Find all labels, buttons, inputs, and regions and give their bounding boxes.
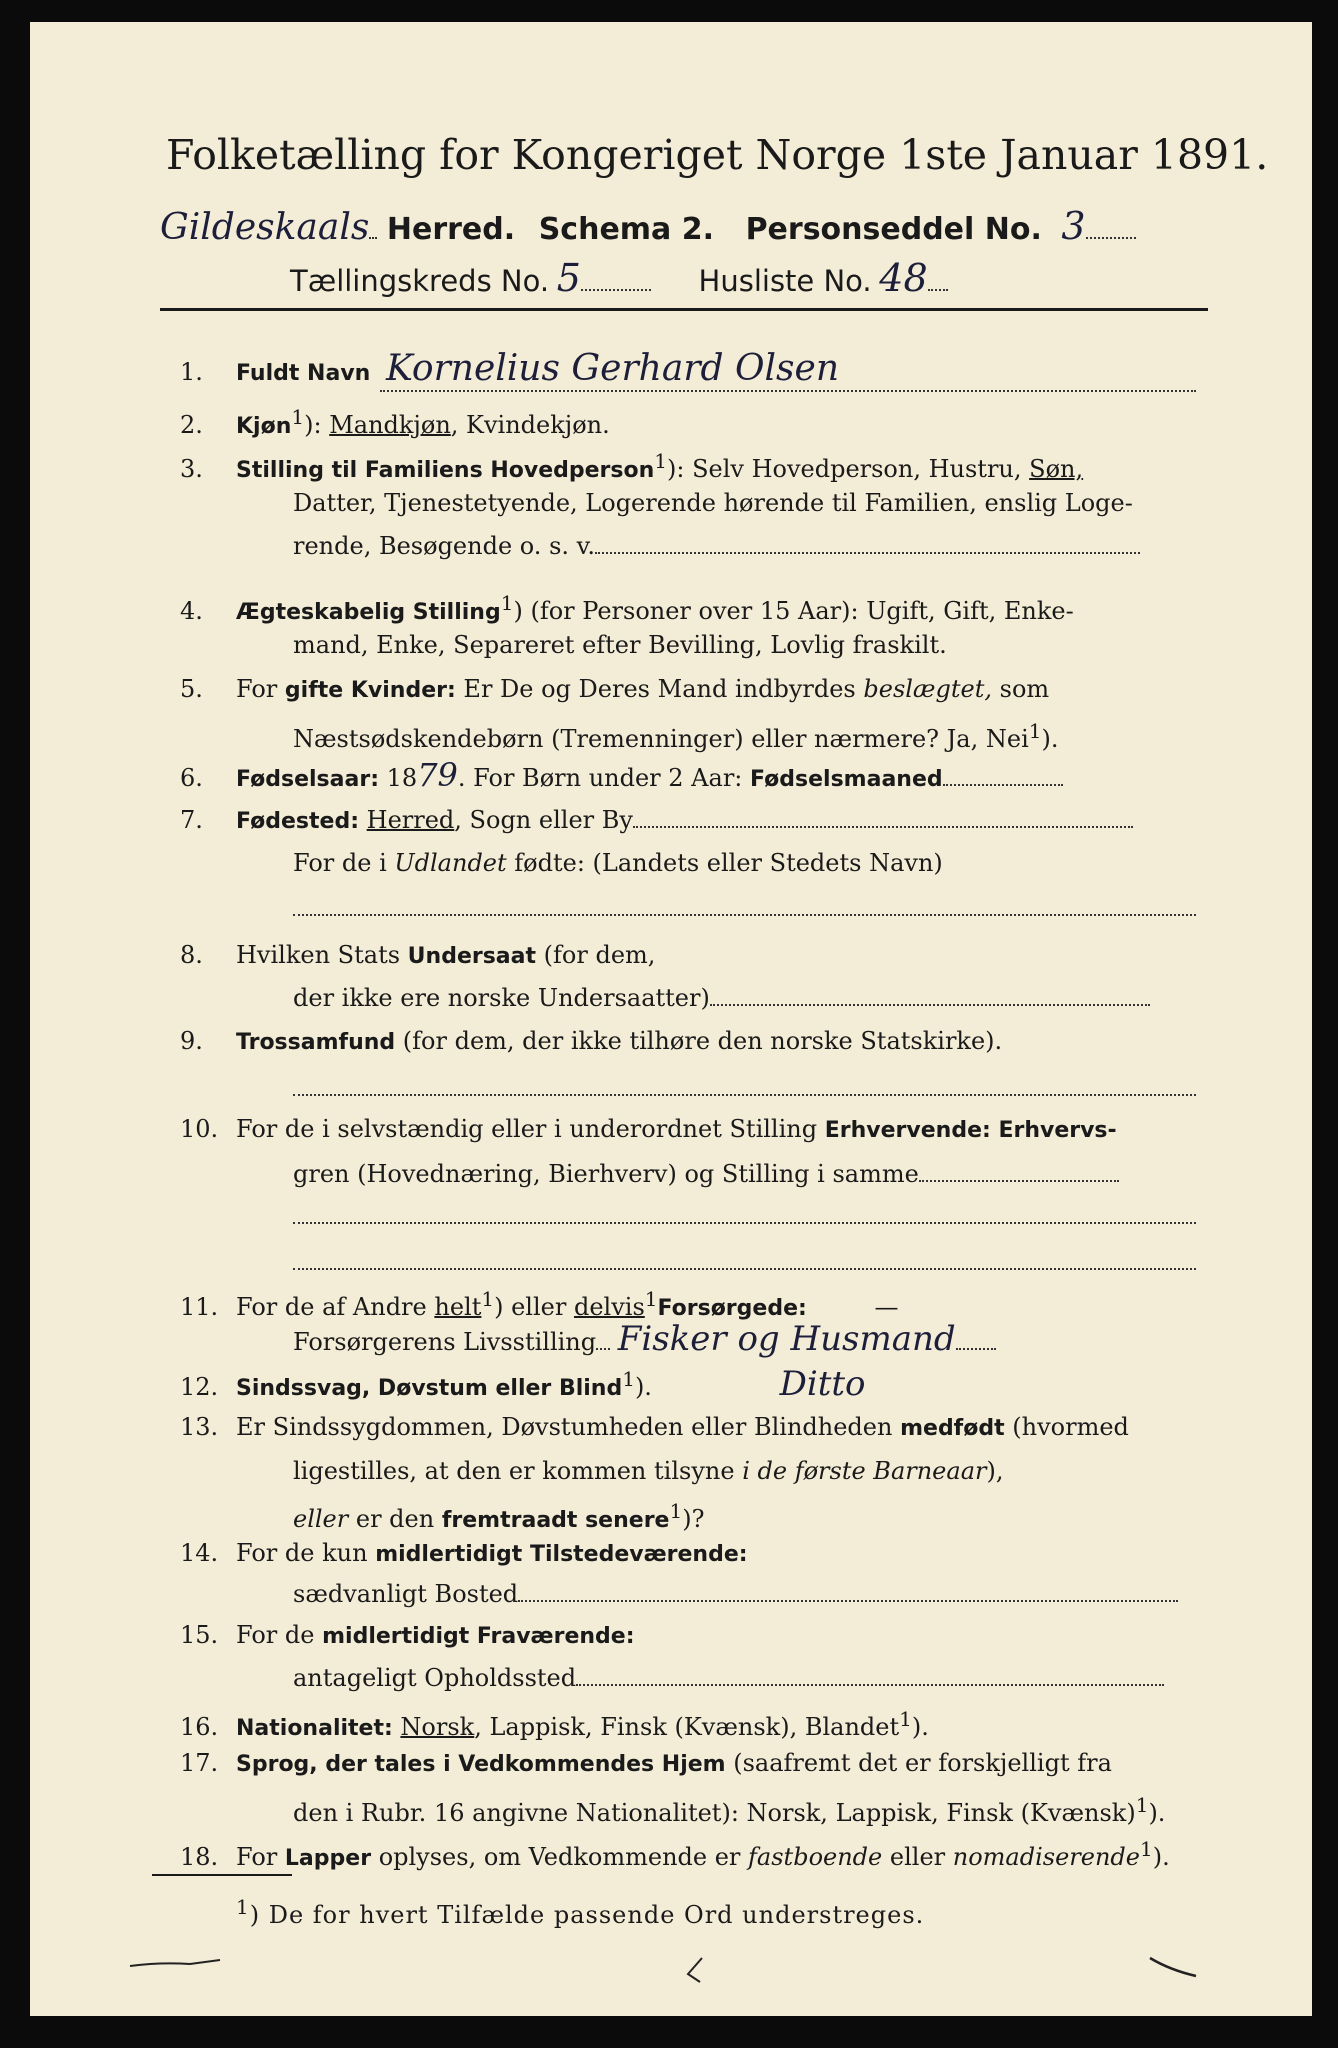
dotted-line: [293, 1094, 1196, 1096]
text: beslægtet,: [863, 675, 992, 703]
birth-year-value: 79: [417, 756, 458, 794]
nationality-option-norsk: Norsk: [400, 1713, 475, 1741]
birth-year-prefix: 18: [386, 764, 418, 792]
text: Næstsødskendebørn (Tremenninger) eller nærmere? Ja, Nei: [293, 725, 1029, 753]
item-9: [180, 1026, 1002, 1058]
schema-label: Schema 2.: [538, 212, 715, 247]
header-rule: [160, 308, 1208, 311]
item-number: 7.: [180, 806, 203, 834]
dots: [956, 1326, 996, 1350]
item-number: 9.: [180, 1027, 203, 1055]
item-3-line-3: [293, 530, 1140, 561]
item-number: 18.: [180, 1843, 219, 1871]
footnote-text: ) De for hvert Tilfælde passende Ord understreges.: [249, 1901, 925, 1929]
citizenship-label: Undersaat: [407, 944, 537, 969]
dots: [518, 1578, 1178, 1602]
sex-option-male: Mandkjøn: [329, 411, 451, 439]
text: ).: [1152, 1843, 1170, 1871]
item-number: 4.: [180, 597, 203, 625]
text: (saafremt det er forskjelligt fra: [733, 1749, 1112, 1777]
text: )?: [682, 1505, 705, 1533]
item-14: [180, 1538, 748, 1570]
text: For: [236, 675, 278, 703]
item-13-line-3: [293, 1496, 704, 1536]
text: eller: [293, 1505, 349, 1533]
text: Datter, Tjenestetyende, Logerende hørende til Familien, enslig Loge-: [293, 489, 1133, 517]
text: den i Rubr. 16 angivne Nationalitet): Norsk, Lappisk, Finsk (Kvænsk): [293, 1799, 1136, 1827]
text: Udlandet: [394, 849, 507, 877]
temporarily-present-label: midlertidigt Tilstedeværende:: [375, 1542, 748, 1567]
text: der ikke ere norske Undersaatter): [293, 984, 710, 1012]
herred-line: [160, 206, 1136, 250]
text: For de: [236, 1621, 315, 1649]
religion-label: Trossamfund: [236, 1030, 396, 1055]
dots: [596, 1326, 610, 1350]
text: , Kvindekjøn.: [450, 411, 610, 439]
item-18: [180, 1834, 1170, 1874]
temporarily-absent-label: midlertidigt Fraværende:: [322, 1624, 635, 1649]
dots: [710, 982, 1150, 1006]
text: For: [236, 1843, 278, 1871]
item-number: 14.: [180, 1539, 219, 1567]
text: Er Sindssygdommen, Døvstumheden eller Blindheden: [236, 1413, 893, 1441]
text: rende, Besøgende o. s. v.: [293, 532, 595, 560]
item-number: 11.: [180, 1293, 219, 1321]
provider-occupation-value: Fisker og Husmand: [617, 1319, 956, 1359]
provider-occupation-label: Forsørgerens Livsstilling: [293, 1328, 597, 1356]
item-5-line-2: [293, 716, 1058, 754]
item-5: [180, 674, 1049, 706]
congenital-label: medfødt: [900, 1416, 1005, 1441]
support-option-partial: delvis: [573, 1293, 645, 1321]
text: , Sogn eller By: [454, 806, 633, 834]
text: fastboende: [748, 1843, 883, 1871]
kreds-line: [290, 258, 948, 303]
item-10-line-2: [293, 1158, 1119, 1189]
item-7-line-2: [293, 848, 943, 878]
footnote-mark: 1: [1140, 1837, 1153, 1861]
text: (for dem,: [543, 941, 656, 969]
item-13: [180, 1412, 1129, 1444]
herred-value: Gildeskaals: [160, 207, 370, 248]
text: eller: [889, 1843, 946, 1871]
dotted-line: [293, 1268, 1196, 1270]
nationality-label: Nationalitet:: [236, 1716, 393, 1741]
footnote-mark: 1: [1135, 1793, 1149, 1817]
footnote-mark: 1: [291, 405, 305, 429]
birth-year-label: Fødselsaar:: [236, 767, 379, 792]
text: oplyses, om Vedkommende er: [378, 1843, 741, 1871]
item-10: [180, 1114, 1117, 1146]
footnote-mark: 1: [622, 1367, 635, 1391]
item-number: 13.: [180, 1413, 219, 1441]
footnote-mark: 1: [481, 1287, 495, 1311]
disability-label: Sindssvag, Døvstum eller Blind: [236, 1376, 623, 1401]
item-15: [180, 1620, 635, 1652]
item-3-line-2: [293, 488, 1133, 518]
text: (for dem, der ikke tilhøre den norske Statskirke).: [402, 1027, 1003, 1055]
full-name-value: Kornelius Gerhard Olsen: [385, 348, 840, 389]
text: ) eller: [494, 1293, 567, 1321]
text: ) (for Personer over 15 Aar): Ugift, Gift, Enke-: [513, 597, 1074, 625]
item-number: 12.: [180, 1373, 219, 1401]
item-14-line-2: [293, 1578, 1178, 1609]
text: (hvormed: [1012, 1413, 1129, 1441]
kreds-label: Tællingskreds No.: [290, 264, 550, 298]
later-onset-label: fremtraadt senere: [441, 1508, 670, 1533]
text: er den: [355, 1505, 435, 1533]
occupation-label: Erhvervende:: [824, 1118, 991, 1143]
item-number: 1.: [180, 358, 203, 386]
dots: [581, 267, 651, 291]
item-8-line-2: [293, 982, 1150, 1013]
item-17: [180, 1748, 1112, 1780]
dash-mark: —: [874, 1293, 899, 1321]
text: ),: [986, 1457, 1004, 1485]
usual-residence-label: sædvanligt Bosted: [293, 1580, 519, 1608]
text: For de kun: [236, 1539, 368, 1567]
text: gren (Hovednæring, Bierhverv) og Stilling i samme: [293, 1160, 919, 1188]
item-2: [180, 402, 610, 442]
herred-label: Herred.: [386, 212, 516, 247]
support-option-full: helt: [434, 1293, 482, 1321]
text: ligestilles, at den er kommen tilsyne: [293, 1457, 735, 1485]
text: Er De og Deres Mand indbyrdes: [463, 675, 856, 703]
title-text: Folketælling for Kongeriget Norge 1ste Januar 1891.: [166, 131, 1269, 179]
item-11-line-2: [293, 1319, 996, 1359]
form-title: [166, 130, 1268, 180]
footnote-mark: 1: [1028, 719, 1042, 743]
item-number: 10.: [180, 1115, 219, 1143]
footnote-mark: 1: [899, 1707, 912, 1731]
item-15-line-2: [293, 1662, 1164, 1693]
supported-label: Forsørgede:: [657, 1296, 807, 1321]
item-number: 2.: [180, 411, 203, 439]
item-3: [180, 446, 1083, 486]
item-6: [180, 756, 1063, 795]
birth-month-label: Fødselsmaaned: [750, 767, 943, 792]
marital-status-label: Ægteskabelig Stilling: [236, 600, 501, 625]
personseddel-value: 3: [1061, 204, 1086, 248]
item-7: [180, 804, 1133, 837]
personseddel-label: Personseddel No.: [745, 212, 1042, 247]
dots: [928, 267, 948, 291]
item-17-line-2: [293, 1790, 1165, 1828]
text: For de i: [293, 849, 387, 877]
full-name-label: Fuldt Navn: [236, 361, 371, 386]
dots: [919, 1158, 1119, 1182]
sex-label: Kjøn: [236, 414, 292, 439]
item-number: 3.: [180, 455, 203, 483]
probable-stay-label: antageligt Opholdssted: [293, 1664, 577, 1692]
text: ): Selv Hovedperson, Hustru,: [666, 455, 1022, 483]
item-16: [180, 1704, 929, 1744]
text: Hvilken Stats: [236, 941, 401, 969]
text: ).: [911, 1713, 929, 1741]
item-number: 15.: [180, 1621, 219, 1649]
text: fødte: (Landets eller Stedets Navn): [514, 849, 943, 877]
item-number: 8.: [180, 941, 203, 969]
footnote-mark: 1: [236, 1895, 250, 1919]
dots: [369, 215, 377, 239]
text: som: [999, 675, 1050, 703]
text: , Lappisk, Finsk (Kvænsk), Blandet: [474, 1713, 900, 1741]
dots: [943, 762, 1063, 786]
footnote-mark: 1: [500, 591, 514, 615]
item-number: 6.: [180, 764, 203, 792]
family-position-label: Stilling til Familiens Hovedperson: [236, 458, 655, 483]
kreds-value: 5: [556, 256, 581, 300]
dotted-line: [380, 390, 1196, 392]
census-form-sheet: [30, 22, 1312, 2016]
bottom-pen-marks: [110, 1952, 1230, 1992]
dotted-line: [293, 1222, 1196, 1224]
text: ).: [1148, 1799, 1166, 1827]
footnote-mark: 1: [654, 449, 667, 473]
footnote: [236, 1892, 924, 1930]
dots: [1086, 215, 1136, 239]
item-12: [180, 1364, 866, 1404]
disability-value: Ditto: [779, 1364, 866, 1404]
item-4: [180, 588, 1074, 628]
married-women-label: gifte Kvinder:: [284, 678, 456, 703]
item-8: [180, 940, 655, 972]
family-position-son: Søn,: [1029, 455, 1084, 483]
dots: [576, 1662, 1164, 1686]
footnote-mark: 1: [644, 1287, 658, 1311]
birthplace-option-herred: Herred: [366, 806, 455, 834]
item-13-line-2: [293, 1456, 1003, 1486]
dotted-line: [293, 914, 1196, 916]
dots: [595, 530, 1140, 554]
occupation-label-2: Erhvervs-: [998, 1118, 1117, 1143]
item-1: [180, 348, 840, 389]
footnote-rule: [152, 1874, 292, 1876]
text: For de af Andre: [236, 1293, 427, 1321]
item-number: 17.: [180, 1749, 219, 1777]
text: nomadiserende: [952, 1843, 1140, 1871]
item-4-line-2: [293, 630, 947, 660]
lapps-label: Lapper: [284, 1846, 372, 1871]
item-11: [180, 1284, 898, 1324]
husliste-label: Husliste No.: [698, 264, 872, 298]
language-label: Sprog, der tales i Vedkommendes Hjem: [236, 1752, 726, 1777]
text: mand, Enke, Separeret efter Bevilling, Lovlig fraskilt.: [293, 631, 947, 659]
text: ):: [304, 411, 330, 439]
item-number: 16.: [180, 1713, 219, 1741]
footnote-mark: 1: [669, 1499, 683, 1523]
item-number: 5.: [180, 675, 203, 703]
birthplace-label: Fødested:: [236, 809, 359, 834]
text: For de i selvstændig eller i underordnet Stilling: [236, 1115, 818, 1143]
text: . For Børn under 2 Aar:: [457, 764, 743, 792]
dots: [633, 804, 1133, 828]
text: ).: [634, 1373, 652, 1401]
husliste-value: 48: [879, 256, 928, 300]
text: i de første Barneaar: [742, 1457, 987, 1485]
text: ).: [1041, 725, 1059, 753]
